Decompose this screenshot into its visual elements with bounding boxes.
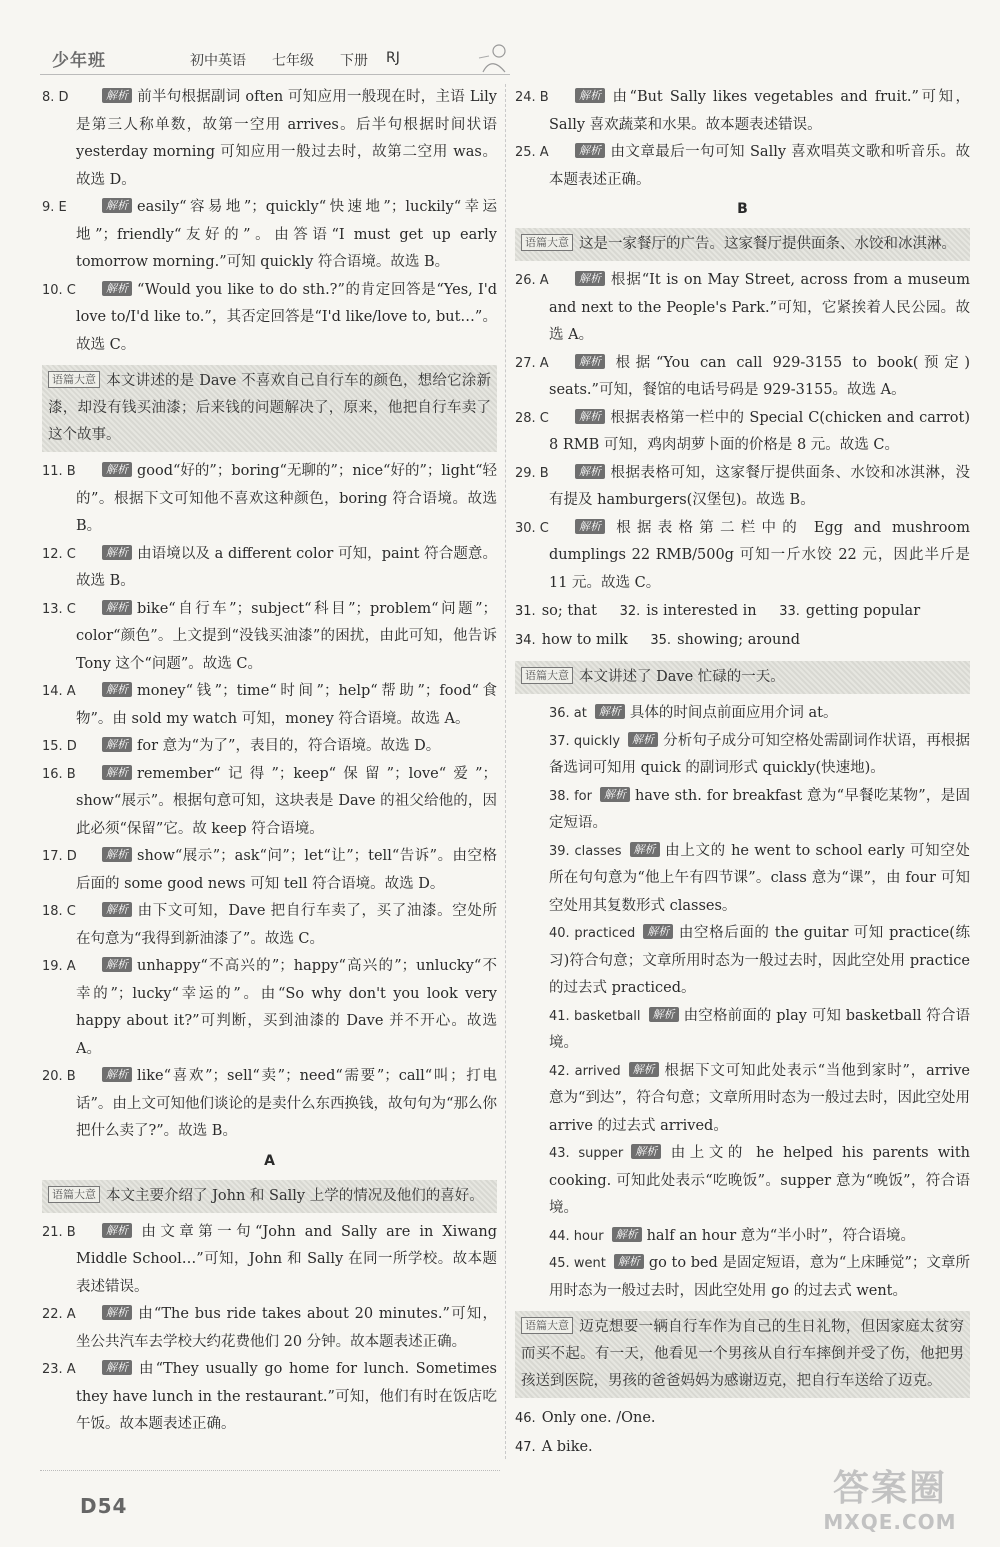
- answer-text: 根据表格第二栏中的 Egg and mushroom dumplings 22 RMB/500g 可知一斤水饺 22 元，因此半斤是 11 元。故选 C。: [549, 519, 970, 591]
- summary-tag: 语篇大意: [48, 371, 100, 388]
- analysis-badge: 解析: [102, 198, 132, 213]
- right-column: [515, 84, 970, 1462]
- analysis-badge: 解析: [575, 143, 605, 158]
- analysis-badge: 解析: [102, 1360, 132, 1375]
- analysis-badge: 解析: [102, 281, 132, 296]
- analysis-badge: 解析: [575, 519, 605, 534]
- answer-number: 34.: [515, 633, 536, 648]
- answer-text: 由文章第一句“John and Sally are in Xiwang Middle School…”可知，John 和 Sally 在同一所学校。故本题表述错误。: [76, 1223, 497, 1295]
- answer-text: 由上文的 he went to school early 可知空处所在句句意为“他上午有四节课”。class 意为“课”，由 four 可知空处用其复数形式 classes。: [549, 842, 970, 914]
- passage-summary: [515, 228, 970, 261]
- answer-text: 分析句子成分可知空格处需副词作状语，再根据备选词可知用 quick 的副词形式 quickly(快速地)。: [549, 732, 971, 776]
- answer-item-20: [42, 1063, 497, 1146]
- answer-number: 15. D: [42, 739, 77, 754]
- answer-number: 38. for: [549, 788, 592, 804]
- analysis-badge: 解析: [575, 88, 605, 103]
- summary-tag: 语篇大意: [521, 1317, 573, 1334]
- answer-text: Only one. /One.: [541, 1410, 656, 1426]
- answer-text: A bike.: [541, 1439, 593, 1455]
- answer-text: 根据表格可知，这家餐厅提供面条、水饺和冰淇淋，没有提及 hamburgers(汉堡包)。故选 B。: [549, 464, 970, 508]
- header-subject: 初中英语: [190, 53, 246, 69]
- answer-number: 27. A: [515, 355, 549, 371]
- brand-logo: 少年班: [52, 51, 106, 71]
- answer-text: like“喜欢”；sell“卖”；need“需要”；call“叫；打电话”。由上文可知他们谈论的是卖什么东西换钱，故句句为“那么你把什么卖了?”。故选 B。: [76, 1068, 497, 1139]
- answer-number: 21. B: [42, 1224, 76, 1240]
- answer-number: 31.: [515, 604, 536, 619]
- answer-text: 由下文可知，Dave 把自行车卖了，买了油漆。空处所在句意为“我得到新油漆了”。故选 C。: [76, 903, 497, 947]
- answer-number: 42. arrived: [549, 1063, 621, 1079]
- analysis-badge: 解析: [102, 1067, 132, 1082]
- answer-item-38: [515, 783, 970, 838]
- answer-number: 9. E: [42, 200, 67, 215]
- answer-number: 39. classes: [549, 843, 622, 859]
- answer-text: 由“But Sally likes vegetables and fruit.”可知，Sally 喜欢蔬菜和水果。故本题表述错误。: [549, 89, 970, 133]
- answer-number: 47.: [515, 1440, 536, 1455]
- answer-text: half an hour 意为“半小时”，符合语境。: [646, 1227, 916, 1244]
- answer-item-28: [515, 405, 970, 460]
- page-header: [0, 0, 1000, 82]
- answer-number: 45. went: [549, 1256, 606, 1271]
- answer-number: 32.: [619, 604, 641, 619]
- analysis-badge: 解析: [102, 765, 132, 780]
- answer-text: remember“记得”；keep“保留”；love“爱”；show“展示”。根据句意可知，这块表是 Dave 的祖父给他的，因此必须“保留”它。故 keep 符合语境。: [76, 765, 497, 837]
- passage-summary: [42, 365, 497, 452]
- answer-text: getting popular: [805, 603, 921, 619]
- answer-item-21: [42, 1219, 497, 1302]
- answer-text: how to milk: [541, 632, 628, 648]
- answer-text: show“展示”；ask“问”；let“让”；tell“告诉”。由空格后面的 some good news 可知 tell 符合语境。故选 D。: [76, 848, 497, 892]
- answer-text: 由上文的 he helped his parents with cooking. 可知此处表示“吃晚饭”。supper 意为“晚饭”，符合语境。: [549, 1145, 970, 1216]
- answer-text: 具体的时间点前面应用介词 at。: [629, 705, 838, 721]
- answer-text: 由空格前面的 play 可知 basketball 符合语境。: [549, 1007, 970, 1051]
- answer-number: 36. at: [549, 706, 587, 721]
- analysis-badge: 解析: [102, 682, 132, 697]
- answer-text: 由语境以及 a different color 可知，paint 符合题意。故选 B。: [76, 545, 497, 589]
- analysis-badge: 解析: [614, 1254, 644, 1269]
- answer-item-44: [515, 1223, 970, 1251]
- analysis-badge: 解析: [630, 842, 660, 857]
- answer-number: 20. B: [42, 1069, 76, 1084]
- answer-number: 43. supper: [549, 1146, 624, 1161]
- answer-number: 16. B: [42, 766, 76, 782]
- watermark: [790, 1468, 990, 1540]
- answer-number: 24. B: [515, 90, 549, 105]
- summary-text: 本文讲述的是 Dave 不喜欢自己自行车的颜色，想给它涂新漆，却没有钱买油漆；后来钱的问题解决了，原来，他把自行车卖了这个故事。: [48, 373, 491, 443]
- answer-number: 29. B: [515, 465, 549, 481]
- answer-item-19: [42, 953, 497, 1063]
- answer-text: 根据“It is on May Street, across from a museum and next to the People's Park.”可知，它紧挨着人民公园。故选 A。: [549, 272, 970, 343]
- answer-item-37: [515, 728, 970, 783]
- answer-item-41: [515, 1003, 970, 1058]
- answer-item-23: [42, 1356, 497, 1439]
- watermark-url: MXQE.COM: [823, 1510, 957, 1534]
- analysis-badge: 解析: [643, 924, 673, 939]
- answer-text: 根据表格第一栏中的 Special C(chicken and carrot) 8 RMB 可知，鸡肉胡萝卜面的价格是 8 元。故选 C。: [549, 409, 970, 453]
- passage-summary: [42, 1180, 497, 1213]
- answer-number: 46.: [515, 1411, 536, 1426]
- analysis-badge: 解析: [102, 462, 132, 477]
- summary-text: 迈克想要一辆自行车作为自己的生日礼物，但因家庭太贫穷而买不起。有一天，他看见一个男孩从自行车摔倒并受了伤，他把男孩送到医院，男孩的爸爸妈妈为感谢迈克，把自行车送给了迈克。: [521, 1319, 964, 1389]
- analysis-badge: 解析: [631, 1144, 661, 1159]
- answer-item-25: [515, 139, 970, 194]
- answer-item-27: [515, 350, 970, 405]
- summary-tag: 语篇大意: [521, 667, 573, 684]
- answer-text: is interested in: [646, 603, 757, 619]
- watermark-logo: 答案圈: [832, 1468, 947, 1509]
- answer-item-36: [515, 700, 970, 728]
- answer-item-24: [515, 84, 970, 139]
- answer-number: 44. hour: [549, 1228, 604, 1244]
- answer-item-18: [42, 898, 497, 953]
- answer-item-43: [515, 1140, 970, 1223]
- answer-number: 22. A: [42, 1307, 76, 1322]
- answer-text: unhappy“不高兴的”；happy“高兴的”；unlucky“不幸的”；lucky“幸运的”。由“So why don't you look very happy about it?”可判断，买到油漆的 Dave 并不开心。故选 A。: [76, 958, 497, 1057]
- answer-number: 10. C: [42, 282, 76, 298]
- analysis-badge: 解析: [102, 1223, 132, 1238]
- column-divider: [505, 84, 506, 1459]
- analysis-badge: 解析: [612, 1227, 642, 1242]
- answer-item-11: [42, 458, 497, 541]
- summary-text: 本文主要介绍了 John 和 Sally 上学的情况及他们的喜好。: [106, 1187, 484, 1204]
- answer-number: 19. A: [42, 959, 76, 974]
- answer-text: money“钱”；time“时间”；help“帮助”；food“食物”。由 sold my watch 可知，money 符合语境。故选 A。: [76, 683, 497, 727]
- passage-summary: [515, 661, 970, 694]
- answer-number: 17. D: [42, 849, 77, 864]
- answer-number: 23. A: [42, 1362, 76, 1377]
- answer-item-15: [42, 733, 497, 761]
- left-column: [42, 84, 497, 1439]
- analysis-badge: 解析: [600, 787, 630, 802]
- answer-number: 25. A: [515, 145, 549, 160]
- answer-row-47: [515, 1433, 970, 1462]
- summary-tag: 语篇大意: [521, 234, 573, 251]
- answer-number: 35.: [650, 633, 672, 648]
- answer-number: 37. quickly: [549, 733, 621, 749]
- section-heading-a: A: [264, 1152, 275, 1169]
- analysis-badge: 解析: [102, 88, 132, 103]
- answer-text: for 意为“为了”，表目的，符合语境。故选 D。: [137, 738, 441, 754]
- answer-item-14: [42, 678, 497, 733]
- answer-number: 40. practiced: [549, 926, 636, 941]
- analysis-badge: 解析: [629, 1062, 659, 1077]
- answer-row-34-35: [515, 626, 970, 655]
- answer-text: 由空格后面的 the guitar 可知 practice(练习)符合句意；文章所用时态为一般过去时，因此空处用 practice 的过去式 practiced。: [549, 925, 970, 996]
- answer-number: 30. C: [515, 520, 549, 536]
- answer-row-46: [515, 1404, 970, 1433]
- analysis-badge: 解析: [102, 957, 132, 972]
- answer-text: 由“They usually go home for lunch. Sometimes they have lunch in the restaurant.”可知，他们有时在饭店吃午饭。故本题表述正确。: [76, 1361, 497, 1432]
- answer-number: 28. C: [515, 410, 549, 426]
- answer-text: so; that: [541, 603, 597, 619]
- answer-text: 由文章最后一句可知 Sally 喜欢唱英文歌和听音乐。故本题表述正确。: [549, 144, 970, 188]
- answer-text: 根据下文可知此处表示“当他到家时”，arrive 意为“到达”，符合句意；文章所用时态为一般过去时，因此空处用 arrive 的过去式 arrived。: [549, 1062, 970, 1134]
- answer-item-40: [515, 920, 970, 1003]
- answer-item-22: [42, 1301, 497, 1356]
- answer-item-42: [515, 1058, 970, 1141]
- analysis-badge: 解析: [102, 847, 132, 862]
- answer-item-13: [42, 596, 497, 679]
- answer-text: showing; around: [677, 632, 801, 648]
- answer-text: “Would you like to do sth.?”的肯定回答是“Yes, I'd love to/I'd like to.”，其否定回答是“I'd like/love to, but…”。故选 C。: [76, 281, 497, 353]
- passage-summary: [515, 1311, 970, 1398]
- section-heading-b: B: [737, 201, 748, 217]
- answer-item-29: [515, 460, 970, 515]
- answer-number: 33.: [779, 604, 800, 619]
- answer-item-17: [42, 843, 497, 898]
- analysis-badge: 解析: [649, 1007, 679, 1022]
- header-grade: 七年级: [272, 53, 314, 69]
- page-number: D54: [80, 1494, 128, 1518]
- answer-text: 前半句根据副词 often 可知应用一般现在时，主语 Lily 是第三人称单数，故第一空用 arrives。后半句根据时间状语 yesterday morning 可知应用一般过去时，故第二空用 was。故选 D。: [76, 89, 497, 188]
- answer-number: 12. C: [42, 546, 76, 562]
- analysis-badge: 解析: [575, 464, 605, 479]
- analysis-badge: 解析: [102, 902, 132, 917]
- answer-item-26: [515, 267, 970, 350]
- analysis-badge: 解析: [575, 354, 605, 369]
- answer-text: good“好的”；boring“无聊的”；nice“好的”；light“轻的”。根据下文可知他不喜欢这种颜色，boring 符合语境。故选 B。: [76, 463, 498, 534]
- summary-text: 这是一家餐厅的广告。这家餐厅提供面条、水饺和冰淇淋。: [579, 236, 956, 252]
- answer-item-39: [515, 838, 970, 921]
- analysis-badge: 解析: [595, 704, 625, 719]
- answer-number: 41. basketball: [549, 1008, 641, 1024]
- summary-tag: 语篇大意: [48, 1186, 100, 1203]
- answer-text: easily“容易地”；quickly“快速地”；luckily“幸运地”；friendly“友好的”。由答语“I must get up early tomorrow morning.”可知 quickly 符合语境。故选 B。: [76, 199, 497, 270]
- analysis-badge: 解析: [575, 409, 605, 424]
- answer-item-16: [42, 761, 497, 844]
- answer-number: 18. C: [42, 904, 76, 919]
- answer-row-31-33: [515, 597, 970, 626]
- summary-text: 本文讲述了 Dave 忙碌的一天。: [579, 669, 785, 685]
- answer-text: go to bed 是固定短语，意为“上床睡觉”；文章所用时态为一般过去时，因此空处用 go 的过去式 went。: [549, 1255, 970, 1299]
- answer-text: bike“自行车”；subject“科目”；problem“问题”；color“颜色”。上文提到“没钱买油漆”的困扰，由此可知，他告诉 Tony 这个“问题”。故选 C。: [76, 600, 497, 672]
- header-edition: RJ: [386, 50, 400, 66]
- answer-number: 11. B: [42, 464, 76, 479]
- doodle-icon: [475, 42, 515, 76]
- analysis-badge: 解析: [102, 737, 132, 752]
- answer-item-9: [42, 194, 497, 277]
- answer-text: have sth. for breakfast 意为“早餐吃某物”，是固定短语。: [549, 787, 970, 831]
- analysis-badge: 解析: [102, 545, 132, 560]
- answer-number: 8. D: [42, 90, 69, 105]
- analysis-badge: 解析: [102, 600, 132, 615]
- header-volume: 下册: [340, 53, 368, 69]
- analysis-badge: 解析: [575, 271, 605, 286]
- answer-number: 13. C: [42, 601, 76, 617]
- footer-rule: [40, 1470, 500, 1471]
- analysis-badge: 解析: [102, 1305, 132, 1320]
- answer-text: 根据“You can call 929-3155 to book(预定) seats.”可知，餐馆的电话号码是 929-3155。故选 A。: [549, 354, 970, 398]
- answer-number: 26. A: [515, 273, 549, 288]
- answer-item-30: [515, 515, 970, 598]
- answer-text: 由“The bus ride takes about 20 minutes.”可知，坐公共汽车去学校大约花费他们 20 分钟。故本题表述正确。: [76, 1306, 497, 1350]
- analysis-badge: 解析: [628, 732, 658, 747]
- answer-item-45: [515, 1250, 970, 1305]
- answer-number: 14. A: [42, 684, 76, 699]
- answer-item-8: [42, 84, 497, 194]
- header-rule: [40, 74, 510, 75]
- answer-item-12: [42, 541, 497, 596]
- answer-item-10: [42, 277, 497, 360]
